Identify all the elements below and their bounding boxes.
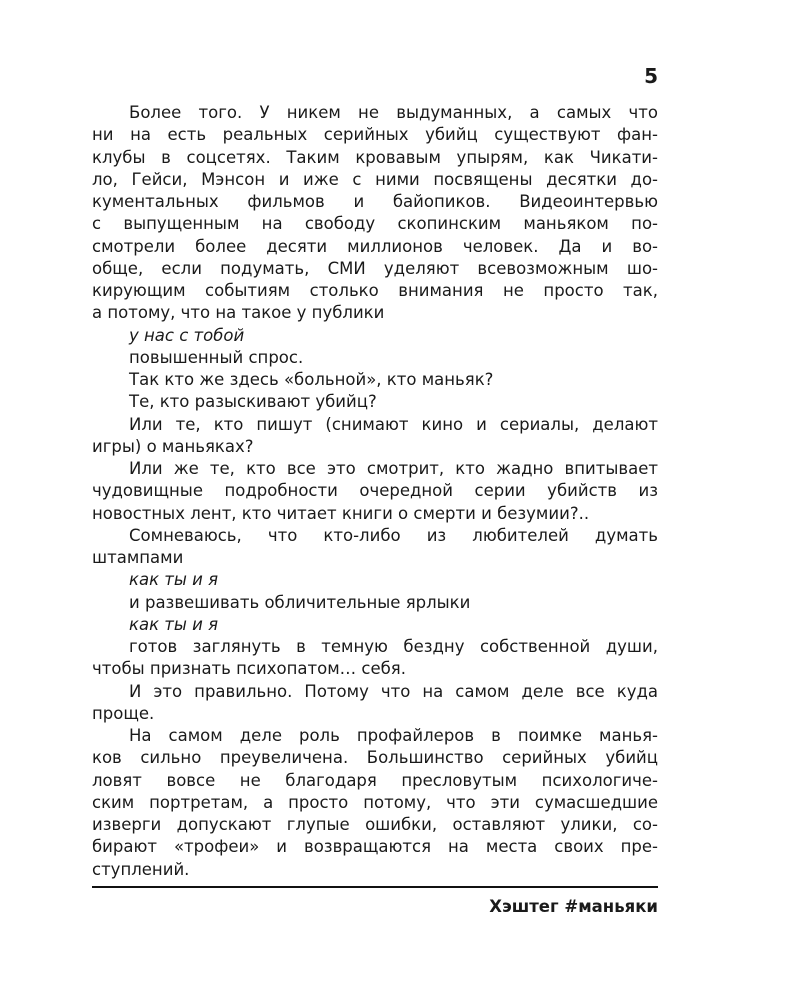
text-line: ступлений. [92, 859, 190, 879]
text-line: кирующим событиям столько внимания не просто так, [92, 281, 658, 300]
text-line: бирают «трофеи» и возвращаются на места своих пре- [92, 837, 658, 857]
footer-divider [92, 886, 658, 888]
text-line: клубы в соцсетях. Таким кровавым упырям, как Чикати- [92, 147, 658, 167]
text-line-italic: как ты и я [129, 614, 219, 634]
text-line: ло, Гейси, Мэнсон и иже с ними посвящены десятки до- [92, 169, 658, 189]
text-line: смотрели более десяти миллионов человек. Да и во- [92, 236, 658, 256]
text-line: Или же те, кто все это смотрит, кто жадно впитывает [129, 459, 658, 478]
body-text [92, 102, 658, 881]
text-line: изверги допускают глупые ошибки, оставляют улики, со- [92, 815, 658, 834]
text-line: ским портретам, а просто потому, что эти сумасшедшие [92, 792, 658, 812]
text-line: и развешивать обличительные ярлыки [129, 592, 471, 612]
text-line: обще, если подумать, СМИ уделяют всевозможным шо- [92, 258, 658, 278]
text-line: Те, кто разыскивают убийц? [129, 392, 377, 412]
text-line: Или те, кто пишут (снимают кино и сериалы, делают [129, 414, 658, 434]
text-line: И это правильно. Потому что на самом деле все куда [129, 681, 658, 701]
text-line: ловят вовсе не благодаря пресловутым психологиче- [92, 770, 658, 790]
text-line: игры) о маньяках? [92, 436, 254, 456]
text-line: ков сильно преувеличена. Большинство серийных убийц [92, 748, 658, 768]
text-line: ни на есть реальных серийных убийц существуют фан- [92, 125, 658, 145]
running-footer: Хэштег #маньяки [489, 897, 658, 916]
text-line: а потому, что на такое у публики [92, 303, 385, 323]
text-line: проще. [92, 703, 155, 723]
text-line-italic: как ты и я [129, 570, 219, 590]
text-line: повышенный спрос. [129, 347, 304, 367]
page-number: 5 [644, 64, 658, 88]
text-line: с выпущенным на свободу скопинским маньяком по- [92, 214, 658, 234]
text-line: готов заглянуть в темную бездну собственной души, [129, 637, 658, 656]
text-line: Более того. У никем не выдуманных, а самых что [129, 103, 658, 122]
text-line: чудовищные подробности очередной серии убийств из [92, 481, 658, 501]
text-line: На самом деле роль профайлеров в поимке манья- [129, 726, 658, 745]
text-line: Сомневаюсь, что кто-либо из любителей думать [129, 525, 658, 545]
text-line: новостных лент, кто читает книги о смерти и безумии?.. [92, 503, 590, 523]
text-line: штампами [92, 548, 184, 567]
text-line: чтобы признать психопатом… себя. [92, 659, 406, 679]
text-line-italic: у нас с тобой [129, 325, 245, 345]
text-line: Так кто же здесь «больной», кто маньяк? [129, 370, 494, 389]
text-line: кументальных фильмов и байопиков. Видеоинтервью [92, 192, 658, 211]
